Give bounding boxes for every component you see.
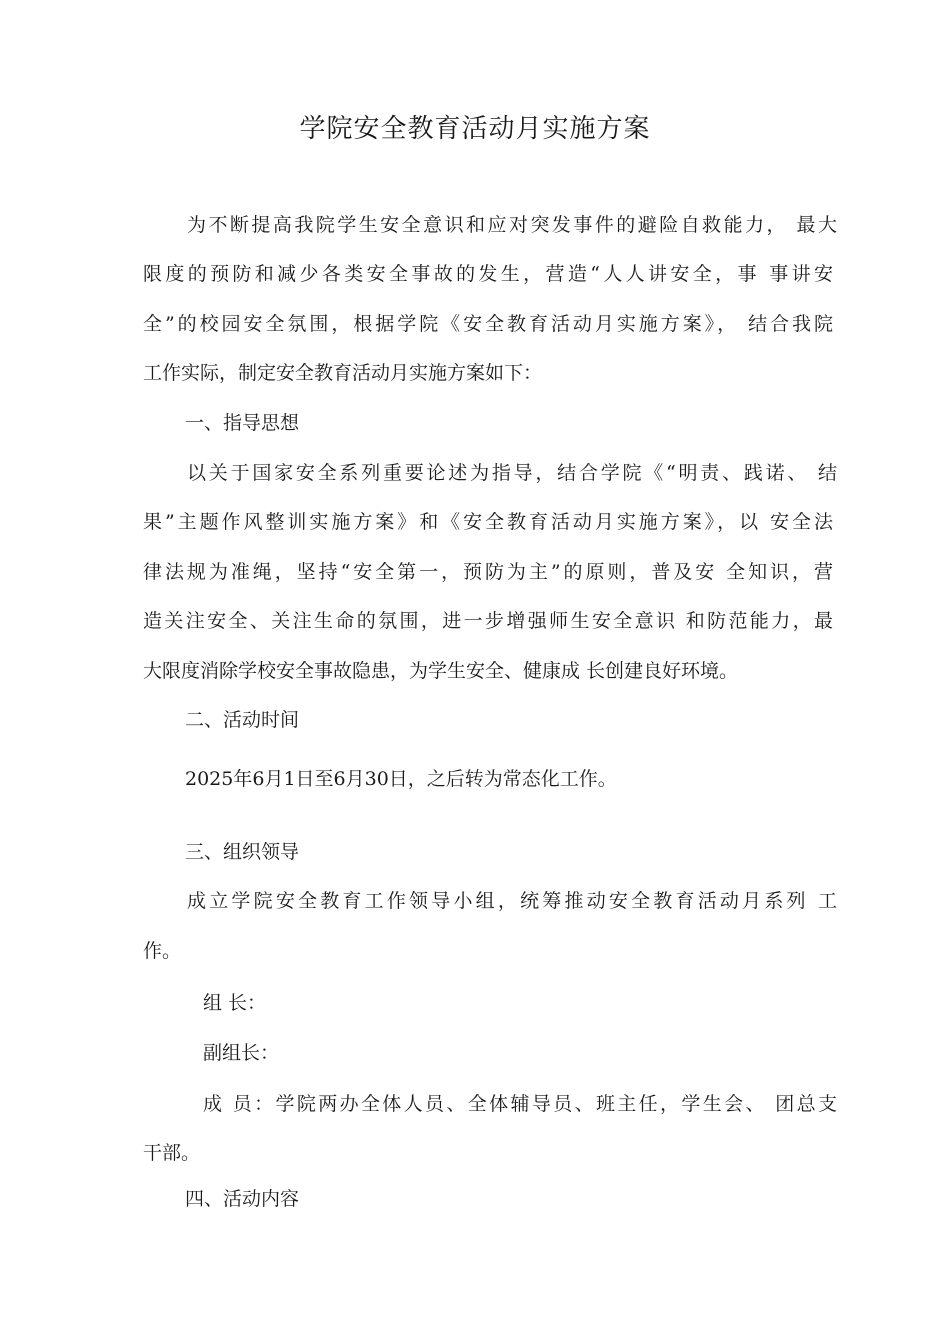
section3-line-1: 成立学院安全教育工作领导小组，统筹推动安全教育活动月系列 工 [187, 890, 837, 912]
section2-heading: 二、活动时间 [185, 709, 300, 731]
intro-line-1: 为不断提高我院学生安全意识和应对突发事件的避险自救能力， 最大 [187, 214, 837, 236]
deputy-leader-label: 副组长： [203, 1042, 280, 1064]
leader-label: 组 长： [203, 992, 267, 1014]
section1-line-4: 造关注安全、关注生命的氛围，进一步增强师生安全意识 和防范能力，最 [143, 610, 833, 632]
section3-line-2: 作。 [143, 940, 182, 962]
section4-heading: 四、活动内容 [185, 1188, 300, 1210]
members-line-2: 干部。 [143, 1142, 201, 1164]
section1-line-1: 以关于国家安全系列重要论述为指导，结合学院《“明责、践诺、 结 [187, 462, 837, 484]
members-line-1: 成 员：学院两办全体人员、全体辅导员、班主任，学生会、 团总支 [203, 1093, 837, 1115]
section1-line-3: 律法规为准绳，坚持“安全第一，预防为主”的原则，普及安 全知识，营 [143, 561, 833, 583]
section2-text: 2025年6月1日至6月30日，之后转为常态化工作。 [185, 768, 617, 790]
document-title: 学院安全教育活动月实施方案 [299, 114, 651, 144]
section1-heading: 一、指导思想 [185, 412, 300, 434]
section1-line-2: 果”主题作风整训实施方案》和《安全教育活动月实施方案》，以 安全法 [143, 511, 833, 533]
intro-line-3: 全”的校园安全氛围，根据学院《安全教育活动月实施方案》， 结合我院 [143, 313, 833, 335]
intro-line-4: 工作实际，制定安全教育活动月实施方案如下： [143, 362, 543, 384]
section1-line-5: 大限度消除学校安全事故隐患，为学生安全、健康成 长创建良好环境。 [143, 660, 739, 682]
section3-heading: 三、组织领导 [185, 841, 300, 863]
intro-line-2: 限度的预防和减少各类安全事故的发生，营造“人人讲安全，事 事讲安 [143, 263, 833, 285]
